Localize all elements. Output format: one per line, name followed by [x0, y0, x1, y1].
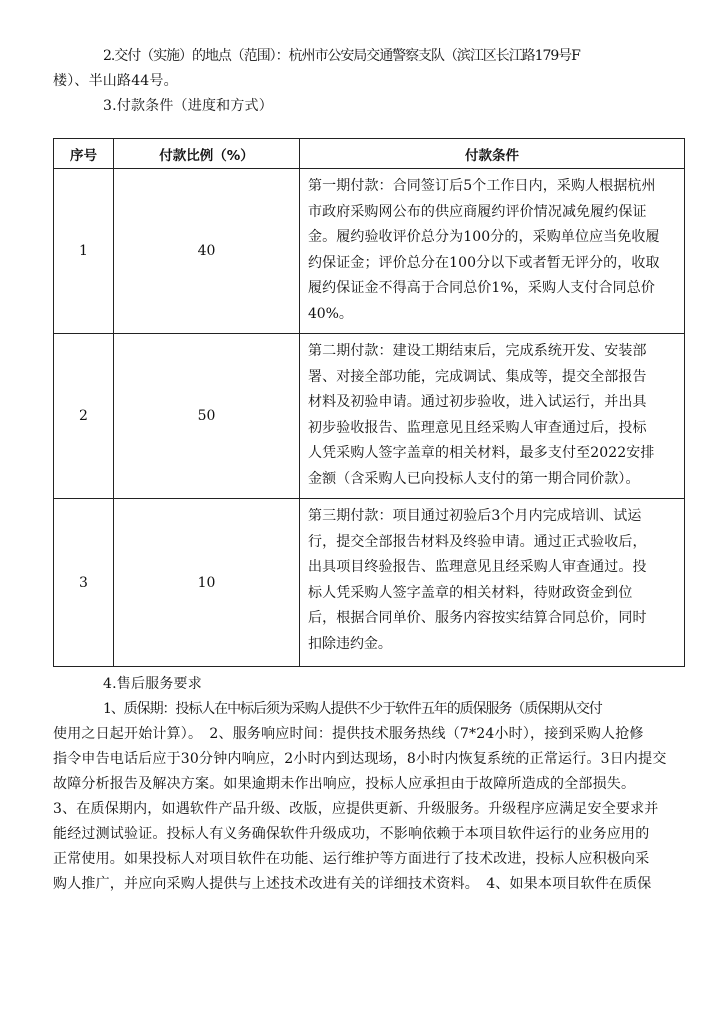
row-no: 2	[54, 334, 114, 499]
condition-line: 第一期付款：合同签订后5个工作日内，采购人根据杭州	[308, 178, 656, 194]
condition-line: 扣除违约金。	[308, 635, 392, 652]
condition-line: 出具项目终验报告、监理意见且经采购人审查通过。投	[308, 559, 647, 575]
after-sales-heading: 4.售后服务要求	[103, 676, 202, 692]
header-condition: 付款条件	[300, 139, 685, 169]
after-sales-line: 正常使用。如果投标人对项目软件在功能、运行维护等方面进行了技术改进，投标人应积极向采	[53, 851, 650, 867]
row-condition	[300, 169, 685, 334]
condition-line: 第三期付款：项目通过初验后3个月内完成培训、试运	[308, 508, 642, 524]
after-sales-line: 故障分析报告及解决方案。如果逾期未作出响应，投标人应承担由于故障所造成的全部损失。	[53, 776, 636, 792]
after-sales-line: 指令申告电话后应于30分钟内响应，2小时内到达现场，8小时内恢复系统的正常运行。3日内提交	[53, 751, 667, 767]
after-sales-line: 能经过测试验证。投标人有义务确保软件升级成功，不影响依赖于本项目软件运行的业务应用的	[53, 826, 650, 842]
after-sales-line: 3、在质保期内，如遇软件产品升级、改版，应提供更新、升级服务。升级程序应满足安全要求并	[53, 801, 659, 817]
condition-line: 行，提交全部报告材料及终验申请。通过正式验收后，	[308, 533, 647, 550]
after-sales-line: 使用之日起开始计算）。 2、服务响应时间：提供技术服务热线（7*24小时），接到采购人抢修	[53, 726, 644, 742]
condition-line: 金。履约验收评价总分为100分的，采购单位应当免收履	[308, 229, 660, 245]
row-no: 1	[54, 169, 114, 334]
condition-line: 标人凭采购人签字盖章的相关材料，待财政资金到位	[308, 584, 633, 601]
payment-table	[53, 138, 685, 667]
condition-line: 40%。	[308, 305, 353, 322]
payment-terms-heading: 3.付款条件（进度和方式）	[103, 98, 273, 114]
after-sales-line: 1、质保期：投标人在中标后须为采购人提供不少于软件五年的质保服务（质保期从交付	[103, 701, 602, 717]
row-ratio: 10	[114, 499, 300, 667]
delivery-line-1: 2.交付（实施）的地点（范围）：杭州市公安局交通警察支队（滨江区长江路179号F	[103, 48, 580, 64]
table-row	[54, 334, 685, 499]
header-no: 序号	[54, 139, 114, 169]
condition-line: 金额（含采购人已向投标人支付的第一期合同价款）。	[308, 470, 640, 487]
row-condition	[300, 499, 685, 667]
delivery-line-2: 楼）、半山路44号。	[53, 73, 178, 89]
table-row	[54, 499, 685, 667]
condition-line: 署、对接全部功能，完成调试、集成等，提交全部报告	[308, 368, 647, 385]
condition-line: 约保证金；评价总分在100分以下或者暂无评分的，收取	[308, 254, 660, 271]
condition-line: 人凭采购人签字盖章的相关材料，最多支付至2022安排	[308, 445, 655, 461]
row-ratio: 40	[114, 169, 300, 334]
after-sales-line: 购人推广，并应向采购人提供与上述技术改进有关的详细技术资料。 4、如果本项目软件在质保	[53, 876, 652, 892]
header-ratio: 付款比例（%）	[114, 139, 300, 169]
table-row	[54, 169, 685, 334]
condition-line: 初步验收报告、监理意见且经采购人审查通过后，投标	[308, 419, 647, 436]
condition-line: 后，根据合同单价、服务内容按实结算合同总价，同时	[308, 610, 647, 626]
condition-line: 市政府采购网公布的供应商履约评价情况减免履约保证	[308, 203, 647, 220]
condition-line: 第二期付款：建设工期结束后，完成系统开发、安装部	[308, 343, 647, 359]
delivery-location-paragraph	[53, 44, 693, 94]
row-no: 3	[54, 499, 114, 667]
condition-line: 履约保证金不得高于合同总价1%，采购人支付合同总价	[308, 280, 655, 296]
row-condition	[300, 334, 685, 499]
after-sales-body	[53, 697, 693, 897]
condition-line: 材料及初验申请。通过初步验收，进入试运行，并出具	[308, 394, 647, 410]
row-ratio: 50	[114, 334, 300, 499]
table-header-row	[54, 139, 685, 169]
